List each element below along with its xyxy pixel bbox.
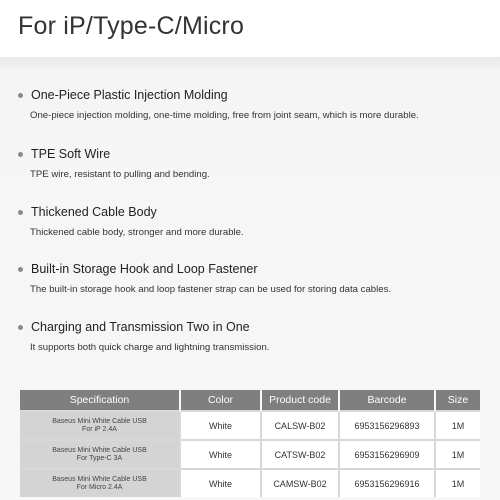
column-header-product-code: Product code [261,390,339,411]
feature-description: It supports both quick charge and lightning transmission. [30,342,270,353]
feature-title: Charging and Transmission Two in One [31,320,250,334]
specification-line: For iP 2.4A [82,425,117,433]
feature-item [18,147,488,180]
column-header-size: Size [435,390,480,411]
feature-description: TPE wire, resistant to pulling and bending. [30,169,210,180]
table-row [20,411,480,440]
column-header-color: Color [180,390,261,411]
feature-item [18,205,488,238]
size-cell: 1M [435,469,480,497]
specification-line: For Micro 2.4A [76,483,123,491]
specification-line: Baseus Mini White Cable USB [52,475,147,483]
spec-table [20,390,480,497]
size-cell: 1M [435,440,480,469]
feature-item [18,88,488,121]
feature-title: Built-in Storage Hook and Loop Fastener [31,262,258,276]
page-title: For iP/Type-C/Micro [18,12,245,40]
product-code-cell: CAMSW-B02 [261,469,339,497]
specification-cell [20,411,180,440]
feature-title-row [18,88,488,102]
product-code-cell: CATSW-B02 [261,440,339,469]
bullet-icon [18,325,23,330]
feature-description: One-piece injection molding, one-time molding, free from joint seam, which is more durable. [30,110,419,121]
column-header-barcode: Barcode [339,390,435,411]
specification-line: Baseus Mini White Cable USB [52,446,147,454]
feature-description: The built-in storage hook and loop fastener strap can be used for storing data cables. [30,284,392,295]
bullet-icon [18,267,23,272]
feature-title: One-Piece Plastic Injection Molding [31,88,228,102]
specification-cell [20,469,180,497]
bullet-icon [18,93,23,98]
feature-title: Thickened Cable Body [31,205,157,219]
feature-item [18,320,488,353]
feature-description: Thickened cable body, stronger and more durable. [30,227,244,238]
specification-line: For Type-C 3A [76,454,123,462]
feature-title: TPE Soft Wire [31,147,111,161]
table-row [20,469,480,497]
feature-item [18,262,488,295]
specification-line: Baseus Mini White Cable USB [52,417,147,425]
bullet-icon [18,152,23,157]
barcode-cell: 6953156296916 [339,469,435,497]
feature-title-row [18,262,488,276]
table-row [20,440,480,469]
color-cell: White [180,469,261,497]
feature-title-row [18,320,488,334]
header [0,0,500,57]
product-code-cell: CALSW-B02 [261,411,339,440]
barcode-cell: 6953156296893 [339,411,435,440]
barcode-cell: 6953156296909 [339,440,435,469]
table-header-row [20,390,480,411]
color-cell: White [180,440,261,469]
feature-title-row [18,147,488,161]
column-header-specification: Specification [20,390,180,411]
specification-cell [20,440,180,469]
feature-title-row [18,205,488,219]
color-cell: White [180,411,261,440]
size-cell: 1M [435,411,480,440]
bullet-icon [18,210,23,215]
